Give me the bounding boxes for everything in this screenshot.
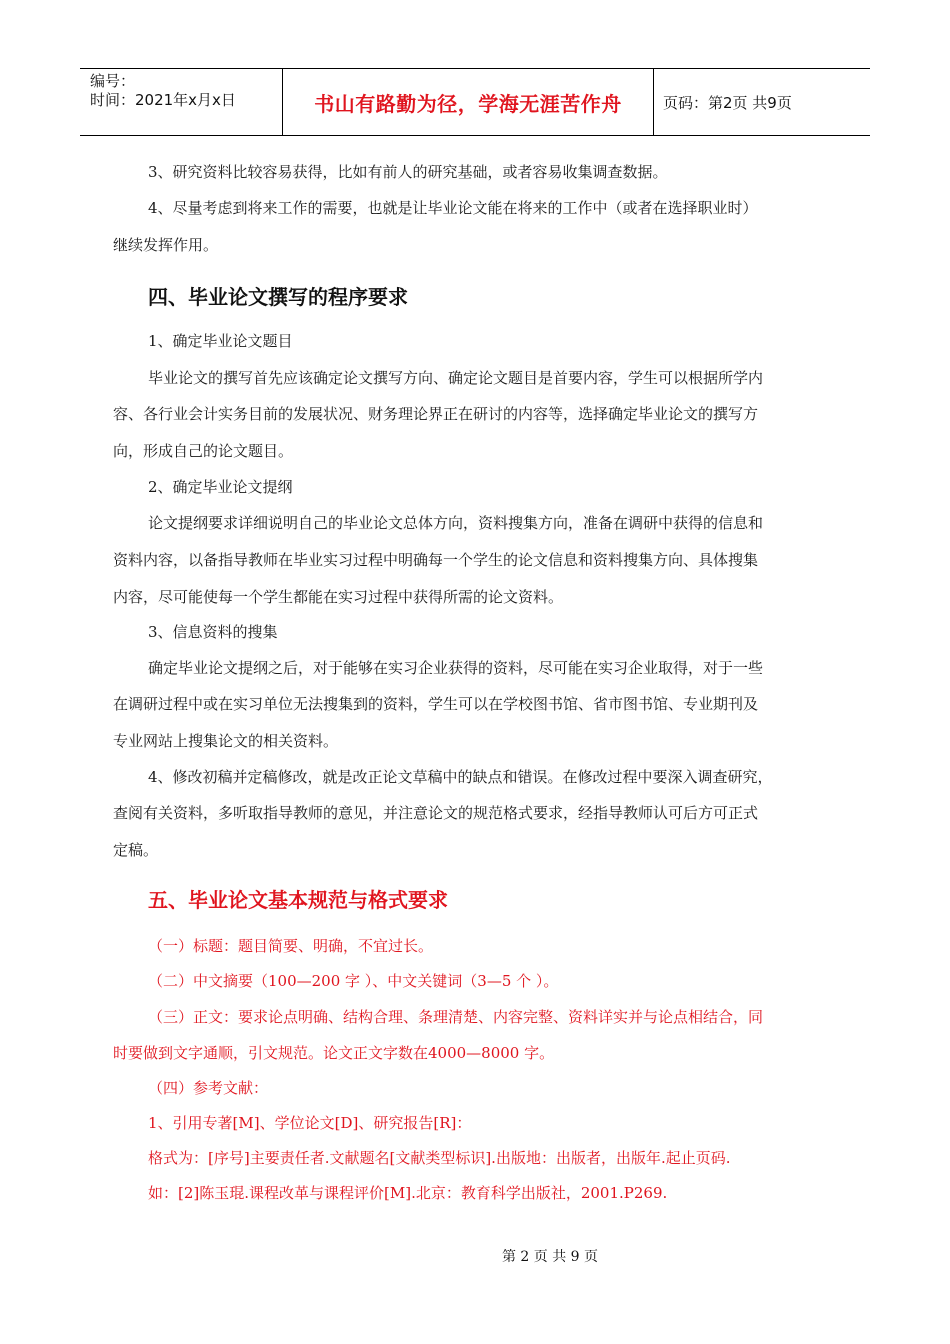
requirement-line: 格式为：[序号]主要责任者.文献题名[文献类型标识].出版地：出版者，出版年.起止页码. <box>148 1149 731 1167</box>
paragraph-line: 在调研过程中或在实习单位无法搜集到的资料，学生可以在学校图书馆、省市图书馆、专业期刊及 <box>113 695 759 713</box>
paragraph-line: 定稿。 <box>113 841 159 859</box>
requirement-line: （三）正文：要求论点明确、结构合理、条理清楚、内容完整、资料详实并与论点相结合，同 <box>148 1008 764 1026</box>
requirement-line: （一）标题：题目简要、明确，不宜过长。 <box>148 937 434 955</box>
section-heading-4: 四、毕业论文撰写的程序要求 <box>148 285 408 309</box>
paragraph-line: 容、各行业会计实务目前的发展状况、财务理论界正在研讨的内容等，选择确定毕业论文的撰写方 <box>113 405 759 423</box>
paragraph-line: 确定毕业论文提纲之后，对于能够在实习企业获得的资料，尽可能在实习企业取得，对于一些 <box>148 659 764 677</box>
paragraph-line: 内容，尽可能使每一个学生都能在实习过程中获得所需的论文资料。 <box>113 588 564 606</box>
paragraph-line: 论文提纲要求详细说明自己的毕业论文总体方向，资料搜集方向，准备在调研中获得的信息和 <box>148 514 764 532</box>
subsection-title: 2、确定毕业论文提纲 <box>148 478 293 496</box>
requirement-line: 时要做到文字通顺，引文规范。论文正文字数在4000—8000 字。 <box>113 1044 555 1062</box>
header-page-info: 页码：第2页 共9页 <box>663 93 792 112</box>
requirement-line: （二）中文摘要（100—200 字 ）、中文关键词（3—5 个 ）。 <box>148 972 559 990</box>
paragraph-line: 4、修改初稿并定稿修改，就是改正论文草稿中的缺点和错误。在修改过程中要深入调查研究， <box>148 768 773 786</box>
paragraph-line: 3、研究资料比较容易获得，比如有前人的研究基础，或者容易收集调查数据。 <box>148 163 668 181</box>
footer-page-number: 第 2 页 共 9 页 <box>501 1249 599 1265</box>
requirement-line: 如：[2]陈玉琨.课程改革与课程评价[M].北京：教育科学出版社，2001.P269. <box>148 1184 668 1202</box>
paragraph-line: 4、尽量考虑到将来工作的需要，也就是让毕业论文能在将来的工作中（或者在选择职业时） <box>148 199 758 217</box>
document-time-label: 时间：2021年x月x日 <box>90 91 236 109</box>
requirement-line: （四）参考文献： <box>148 1079 269 1097</box>
paragraph-line: 毕业论文的撰写首先应该确定论文撰写方向、确定论文题目是首要内容，学生可以根据所学内 <box>148 369 764 387</box>
document-number-label: 编号： <box>90 72 136 90</box>
header-motto: 书山有路勤为径，学海无涯苦作舟 <box>282 69 654 135</box>
header-table <box>80 68 870 136</box>
page-footer <box>0 1246 950 1266</box>
subsection-title: 3、信息资料的搜集 <box>148 623 278 641</box>
paragraph-line: 查阅有关资料，多听取指导教师的意见，并注意论文的规范格式要求，经指导教师认可后方可正式 <box>113 804 759 822</box>
paragraph-line: 继续发挥作用。 <box>113 236 219 254</box>
subsection-title: 1、确定毕业论文题目 <box>148 332 293 350</box>
paragraph-line: 专业网站上搜集论文的相关资料。 <box>113 732 339 750</box>
paragraph-line: 资料内容，以备指导教师在毕业实习过程中明确每一个学生的论文信息和资料搜集方向、具体搜集 <box>113 551 759 569</box>
section-heading-5: 五、毕业论文基本规范与格式要求 <box>148 888 448 912</box>
requirement-line: 1、引用专著[M]、学位论文[D]、研究报告[R]： <box>148 1114 472 1132</box>
paragraph-line: 向，形成自己的论文题目。 <box>113 442 294 460</box>
header-left-cell <box>80 69 282 135</box>
